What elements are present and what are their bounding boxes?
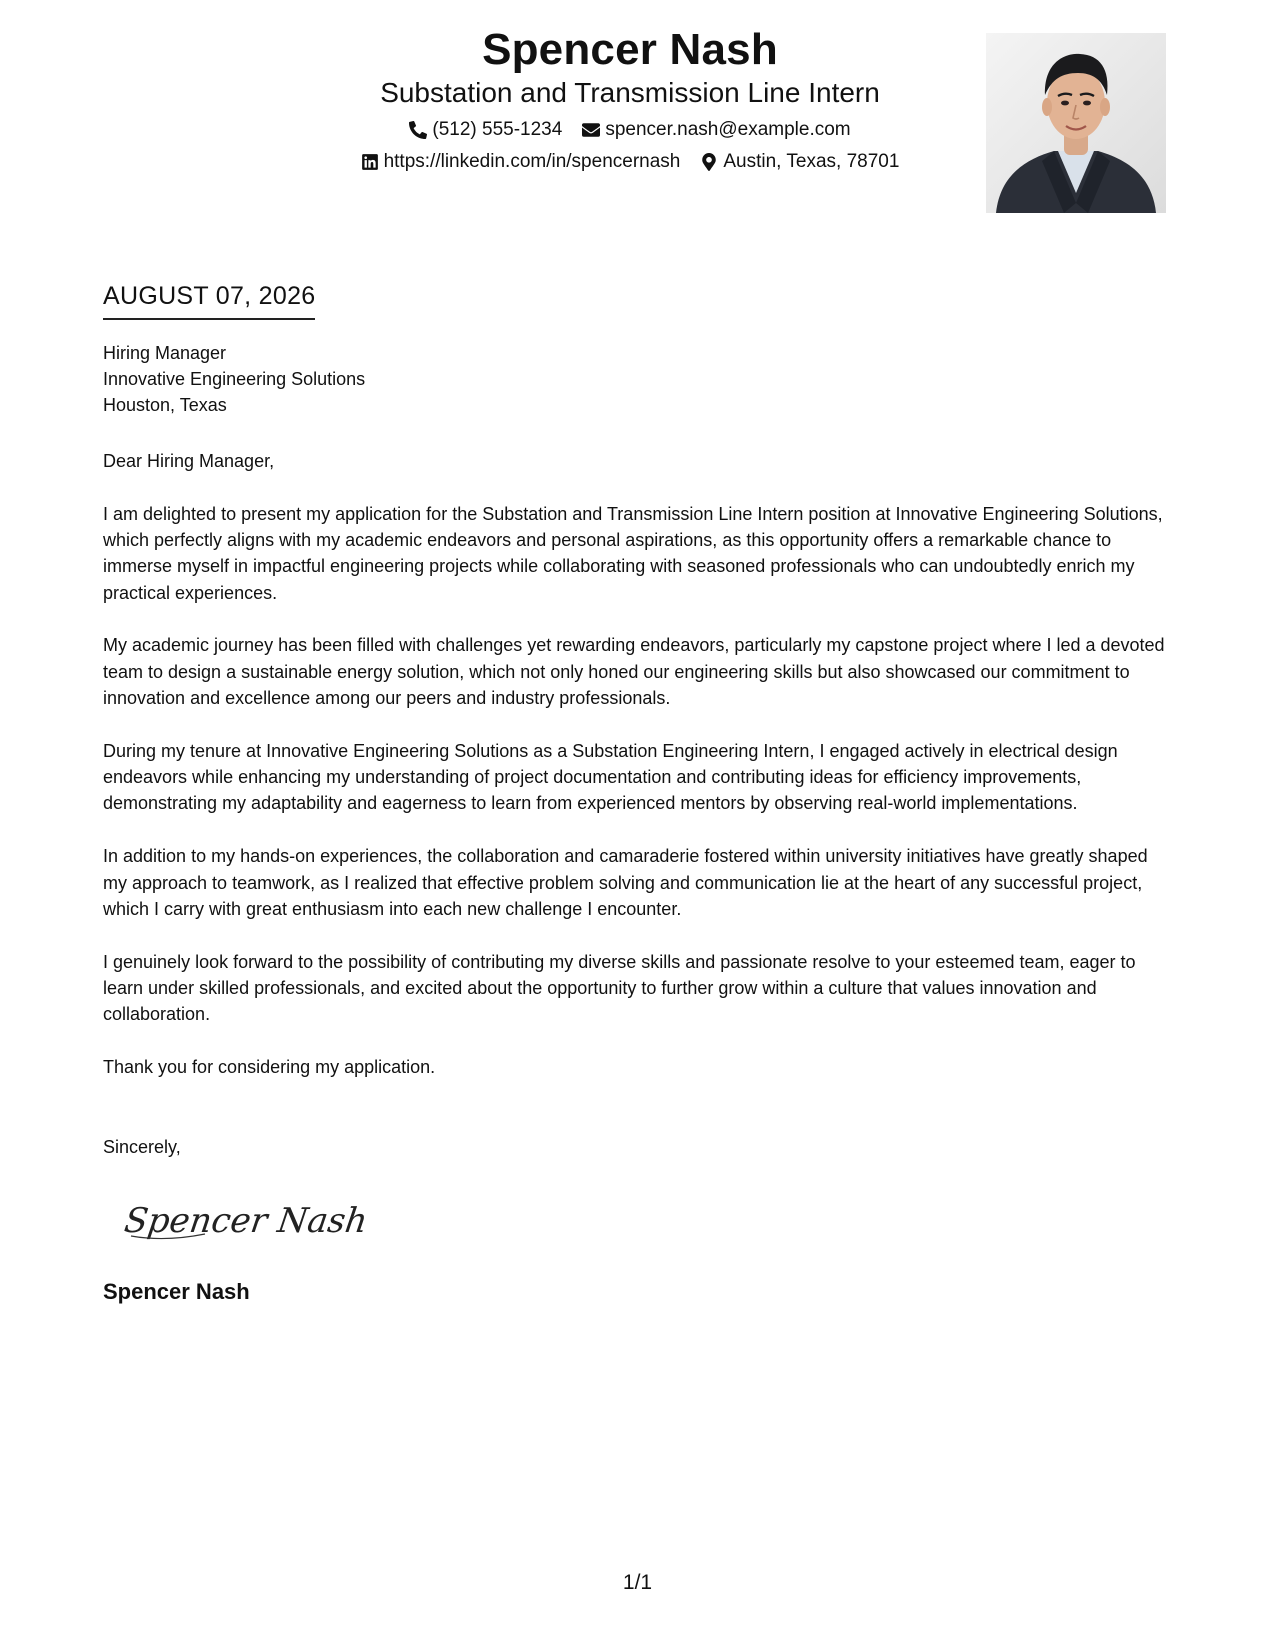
body-paragraph: My academic journey has been filled with challenges yet rewarding endeavors, particularly my capstone project where I led a devoted team to design a sustainable energy solution, which not only honed our engineering skills but also showcased our commitment to innovation and excellence among our peers and industry professionals.: [103, 635, 1165, 709]
handwritten-signature: [121, 1190, 371, 1250]
salutation: Dear Hiring Manager,: [103, 451, 275, 471]
signer-name: Spencer Nash: [103, 1279, 250, 1304]
email-text[interactable]: spencer.nash@example.com: [605, 119, 851, 140]
page-number: 1/1: [622, 1571, 653, 1594]
applicant-name: Spencer Nash: [482, 25, 778, 74]
body-paragraph: In addition to my hands-on experiences, the collaboration and camaraderie fostered within university initiatives have greatly shaped my approach to teamwork, as I realized that effective problem solving and communication lie at the heart of any successful project, which I carry with great enthusiasm into each new challenge I encounter.: [103, 846, 1148, 919]
letter-header: [300, 24, 960, 174]
email-contact[interactable]: [582, 118, 850, 142]
applicant-title: Substation and Transmission Line Intern: [380, 77, 880, 108]
contact-row-1: [300, 118, 960, 142]
phone-text: (512) 555-1234: [432, 119, 563, 140]
linkedin-icon: [361, 153, 379, 171]
recipient-line-location: Houston, Texas: [103, 395, 227, 415]
body-paragraph: I am delighted to present my application for the Substation and Transmission Line Intern position at Innovative Engineering Solutions, which perfectly aligns with my academic endeavors and personal aspirations, as this opportunity offers a remarkable chance to immerse myself in impactful engineering projects while collaborating with seasoned professionals who can undoubtedly enrich my practical experiences.: [103, 503, 1163, 603]
thanks-line: Thank you for considering my application.: [103, 1057, 436, 1078]
contact-row-2: [300, 150, 960, 174]
letter-date: AUGUST 07, 2026: [103, 280, 315, 320]
recipient-line-company: Innovative Engineering Solutions: [103, 369, 366, 389]
linkedin-text[interactable]: https://linkedin.com/in/spencernash: [383, 151, 681, 172]
closing: Sincerely,: [103, 1137, 181, 1157]
envelope-icon: [582, 121, 600, 139]
signature-text: Spencer Nash: [121, 1201, 371, 1241]
letter-body: [103, 448, 1173, 1107]
recipient-block: [103, 340, 365, 418]
linkedin-contact[interactable]: [361, 150, 681, 174]
phone-icon: [409, 121, 427, 139]
phone-contact: [409, 118, 562, 142]
map-marker-icon: [700, 153, 718, 171]
body-paragraph: During my tenure at Innovative Engineering Solutions as a Substation Engineering Intern, I engaged actively in electrical design endeavors while enhancing my understanding of project documentation and contributing ideas for efficiency improvements, demonstrating my adaptability and eagerness to learn from experienced mentors by observing real-world implementations.: [103, 740, 1118, 814]
profile-photo: [986, 33, 1166, 213]
svg-text:Spencer Nash: [122, 1201, 370, 1241]
body-paragraph: I genuinely look forward to the possibility of contributing my diverse skills and passionate resolve to your esteemed team, eager to learn under skilled professionals, and excited about the opportunity to further grow within a culture that values innovation and collaboration.: [103, 951, 1136, 1025]
location-contact: [700, 150, 899, 174]
recipient-line-title: Hiring Manager: [103, 343, 227, 363]
location-text: Austin, Texas, 78701: [723, 151, 900, 172]
